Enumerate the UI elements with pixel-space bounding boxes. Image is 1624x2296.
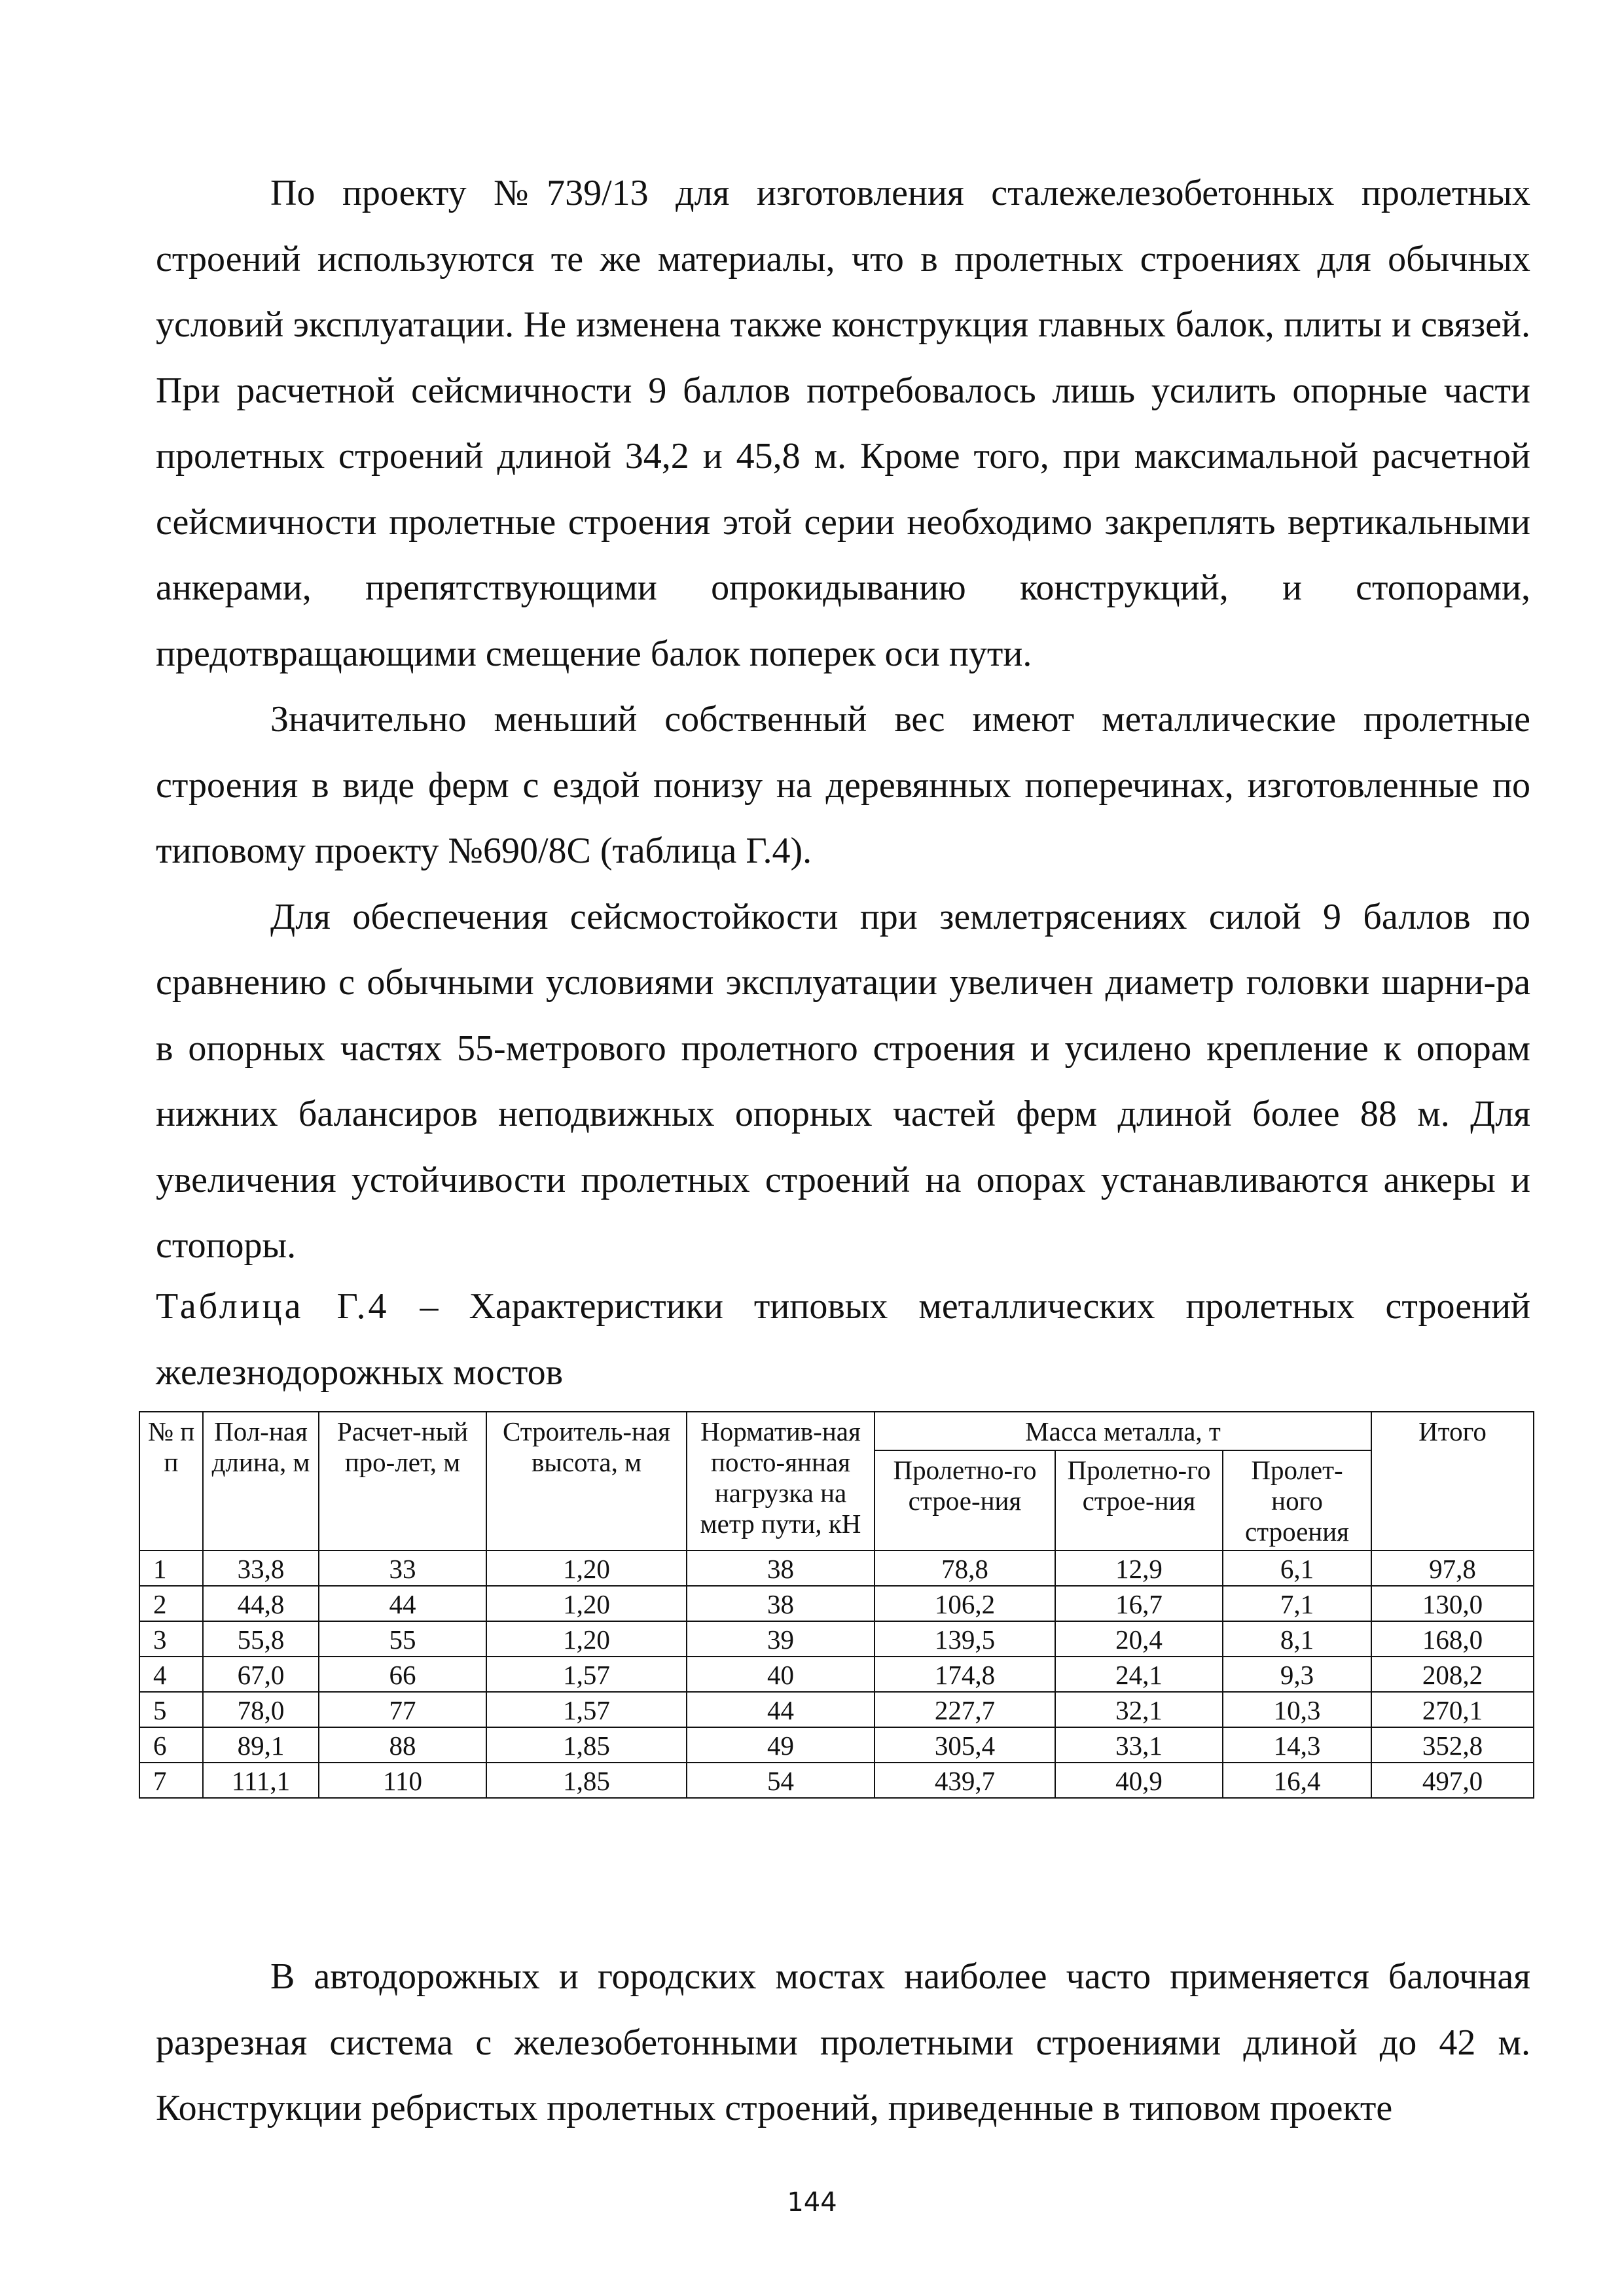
table-cell: 39 xyxy=(687,1621,875,1657)
table-cell: 168,0 xyxy=(1371,1621,1534,1657)
page-number: 144 xyxy=(787,2187,837,2217)
table-cell: 38 xyxy=(687,1586,875,1621)
table-cell: 32,1 xyxy=(1055,1692,1223,1727)
table-row xyxy=(139,1586,1534,1621)
header-mass-2: Пролетно-го строе-ния xyxy=(1055,1450,1223,1551)
table-cell: 55 xyxy=(319,1621,486,1657)
table-cell: 12,9 xyxy=(1055,1551,1223,1586)
table-cell: 55,8 xyxy=(203,1621,319,1657)
table-cell: 305,4 xyxy=(875,1727,1055,1763)
table-cell: 77 xyxy=(319,1692,486,1727)
table-cell: 97,8 xyxy=(1371,1551,1534,1586)
paragraph-project-690: Значительно меньший собственный вес имеют металлические пролетные строения в виде ферм с ездой понизу на деревянных поперечинах, изготовленные по типовому проекту №690/8С (таблица Г.4). xyxy=(156,699,1530,871)
table-cell: 33,1 xyxy=(1055,1727,1223,1763)
table-cell: 9,3 xyxy=(1223,1657,1371,1692)
table-cell: 1,57 xyxy=(486,1692,687,1727)
table-cell: 8,1 xyxy=(1223,1621,1371,1657)
table-cell: 40,9 xyxy=(1055,1763,1223,1798)
header-total: Итого xyxy=(1371,1412,1534,1551)
table-cell: 130,0 xyxy=(1371,1586,1534,1621)
header-design-span: Расчет-ный про-лет, м xyxy=(319,1412,486,1551)
header-num: № п п xyxy=(139,1412,203,1551)
table-cell: 6 xyxy=(139,1727,203,1763)
table-cell: 33 xyxy=(319,1551,486,1586)
table-row xyxy=(139,1692,1534,1727)
table-row xyxy=(139,1763,1534,1798)
table-cell: 10,3 xyxy=(1223,1692,1371,1727)
table-cell: 1,85 xyxy=(486,1763,687,1798)
body-text-bottom xyxy=(156,1944,1530,2142)
table-cell: 5 xyxy=(139,1692,203,1727)
body-text-top xyxy=(156,160,1530,1279)
table-cell: 111,1 xyxy=(203,1763,319,1798)
spans-characteristics-table xyxy=(139,1411,1534,1799)
table-header-row xyxy=(139,1412,1534,1450)
table-cell: 44 xyxy=(687,1692,875,1727)
table-cell: 7 xyxy=(139,1763,203,1798)
table-cell: 106,2 xyxy=(875,1586,1055,1621)
table-cell: 4 xyxy=(139,1657,203,1692)
header-metal-mass: Масса металла, т xyxy=(875,1412,1371,1450)
table-cell: 3 xyxy=(139,1621,203,1657)
table-cell: 33,8 xyxy=(203,1551,319,1586)
table-caption-label: Таблица Г.4 xyxy=(156,1286,389,1327)
table-cell: 44 xyxy=(319,1586,486,1621)
table-row xyxy=(139,1621,1534,1657)
table-cell: 270,1 xyxy=(1371,1692,1534,1727)
table-cell: 78,8 xyxy=(875,1551,1055,1586)
table-cell: 89,1 xyxy=(203,1727,319,1763)
table-cell: 66 xyxy=(319,1657,486,1692)
table-row xyxy=(139,1727,1534,1763)
table-cell: 16,7 xyxy=(1055,1586,1223,1621)
header-full-length: Пол-ная длина, м xyxy=(203,1412,319,1551)
table-cell: 208,2 xyxy=(1371,1657,1534,1692)
table-cell: 24,1 xyxy=(1055,1657,1223,1692)
table-cell: 67,0 xyxy=(203,1657,319,1692)
table-cell: 1,20 xyxy=(486,1621,687,1657)
table-body xyxy=(139,1551,1534,1798)
header-mass-1: Пролетно-го строе-ния xyxy=(875,1450,1055,1551)
table-row xyxy=(139,1657,1534,1692)
table-cell: 78,0 xyxy=(203,1692,319,1727)
table-cell: 139,5 xyxy=(875,1621,1055,1657)
table-cell: 14,3 xyxy=(1223,1727,1371,1763)
table-cell: 88 xyxy=(319,1727,486,1763)
table-cell: 54 xyxy=(687,1763,875,1798)
table-cell: 44,8 xyxy=(203,1586,319,1621)
table-cell: 1 xyxy=(139,1551,203,1586)
table-caption-title: – Характеристики типовых металлических пролетных строений железнодорожных мостов xyxy=(156,1286,1531,1393)
header-construction-height: Строитель-ная высота, м xyxy=(486,1412,687,1551)
table-cell: 110 xyxy=(319,1763,486,1798)
table-cell: 6,1 xyxy=(1223,1551,1371,1586)
table-row xyxy=(139,1551,1534,1586)
table-cell: 439,7 xyxy=(875,1763,1055,1798)
table-cell: 16,4 xyxy=(1223,1763,1371,1798)
paragraph-highway-bridges: В автодорожных и городских мостах наиболее часто применяется балочная разрезная система с железобетонными пролетными строениями длиной до 42 м. Конструкции ребристых пролетных строений, приведенные в типовом проекте xyxy=(156,1956,1530,2128)
header-mass-3: Пролет-ного строения xyxy=(1223,1450,1371,1551)
table-caption xyxy=(156,1274,1530,1405)
table-cell: 1,85 xyxy=(486,1727,687,1763)
paragraph-project-739: По проекту №739/13 для изготовления сталежелезобетонных пролетных строений используются те же материалы, что в пролетных строениях для обычных условий эксплуатации. Не изменена также конструкция главных балок, плиты и связей. При расчетной сейсмичности 9 баллов потребовалось лишь усилить опорные части пролетных строений длиной 34,2 и 45,8 м. Кроме того, при максимальной расчетной сейсмичности пролетные строения этой серии необходимо закреплять вертикальными анкерами, препятствующими опрокидыванию конструкций, и стопорами, предотвращающими смещение балок поперек оси пути. xyxy=(156,173,1530,674)
table-cell: 38 xyxy=(687,1551,875,1586)
table-cell: 174,8 xyxy=(875,1657,1055,1692)
table-cell: 20,4 xyxy=(1055,1621,1223,1657)
table-cell: 227,7 xyxy=(875,1692,1055,1727)
table-cell: 497,0 xyxy=(1371,1763,1534,1798)
table-cell: 7,1 xyxy=(1223,1586,1371,1621)
table-cell: 2 xyxy=(139,1586,203,1621)
table-cell: 352,8 xyxy=(1371,1727,1534,1763)
table-cell: 1,57 xyxy=(486,1657,687,1692)
paragraph-seismic-resistance: Для обеспечения сейсмостойкости при землетрясениях силой 9 баллов по сравнению с обычными условиями эксплуатации увеличен диаметр головки шарни-ра в опорных частях 55-метрового пролетного строения и усилено крепление к опорам нижних балансиров неподвижных опорных частей ферм длиной более 88 м. Для увеличения устойчивости пролетных строений на опорах устанавливаются анкеры и стопоры. xyxy=(156,896,1530,1266)
table-cell: 49 xyxy=(687,1727,875,1763)
table-cell: 1,20 xyxy=(486,1551,687,1586)
table-cell: 40 xyxy=(687,1657,875,1692)
header-dead-load: Норматив-ная посто-янная нагрузка на метр пути, кН xyxy=(687,1412,875,1551)
table-cell: 1,20 xyxy=(486,1586,687,1621)
